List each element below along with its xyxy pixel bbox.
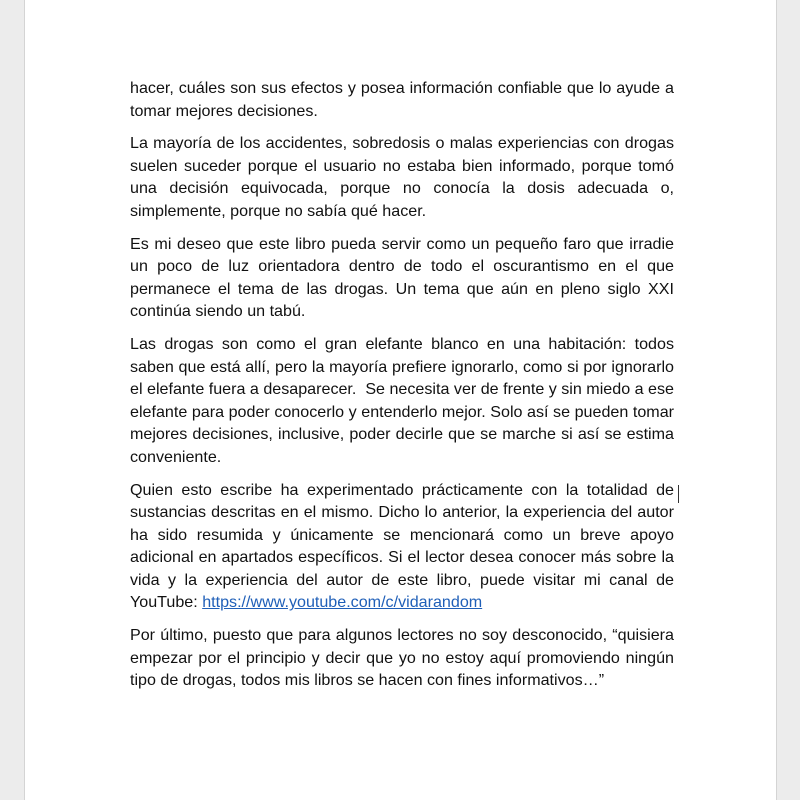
document-page[interactable]: [24, 0, 777, 800]
paragraph-3[interactable]: Es mi deseo que este libro pueda servir como un pequeño faro que irradie un poco de luz orientadora dentro de todo el oscurantismo en el que permanece el tema de las drogas. Un tema que aún en pleno siglo XXI continúa siendo un tabú.: [130, 234, 679, 321]
paragraph-4[interactable]: Las drogas son como el gran elefante blanco en una habitación: todos saben que está allí, pero la mayoría prefiere ignorarlo, como si por ignorarlo el elefante fuera a desaparecer. Se necesita ver de frente y sin miedo a ese elefante para poder conocerlo y entenderlo mejor. Solo así se pueden tomar mejores decisiones, inclusive, poder decirle que se marche si así se estima conveniente.: [130, 334, 679, 466]
paragraph-1[interactable]: hacer, cuáles son sus efectos y posea información confiable que lo ayude a tomar mejores decisiones.: [130, 79, 679, 120]
text-cursor: [678, 485, 679, 503]
paragraph-5-text[interactable]: Quien esto escribe ha experimentado prácticamente con la totalidad de sustancias descritas en el mismo. Dicho lo anterior, la experiencia del autor ha sido resumida y únicamente se mencionará como un breve apoyo adicional en apartados específicos. Si el lector desea conocer más sobre la vida y la experiencia del autor de este libro, puede visitar mi canal de YouTube:: [130, 480, 679, 612]
paragraph-6[interactable]: Por último, puesto que para algunos lectores no soy desconocido, “quisiera empezar por el principio y decir que yo no estoy aquí promoviendo ningún tipo de drogas, todos mis libros se hacen con fines informativos…”: [130, 626, 679, 690]
document-body[interactable]: [130, 77, 679, 702]
paragraph-2[interactable]: La mayoría de los accidentes, sobredosis o malas experiencias con drogas suelen suceder porque el usuario no estaba bien informado, porque tomó una decisión equivocada, porque no conocía la dosis adecuada o, simplemente, porque no sabía qué hacer.: [130, 134, 679, 220]
youtube-channel-link[interactable]: https://www.youtube.com/c/vidarandom: [202, 593, 483, 612]
paragraph-5[interactable]: [130, 479, 679, 615]
